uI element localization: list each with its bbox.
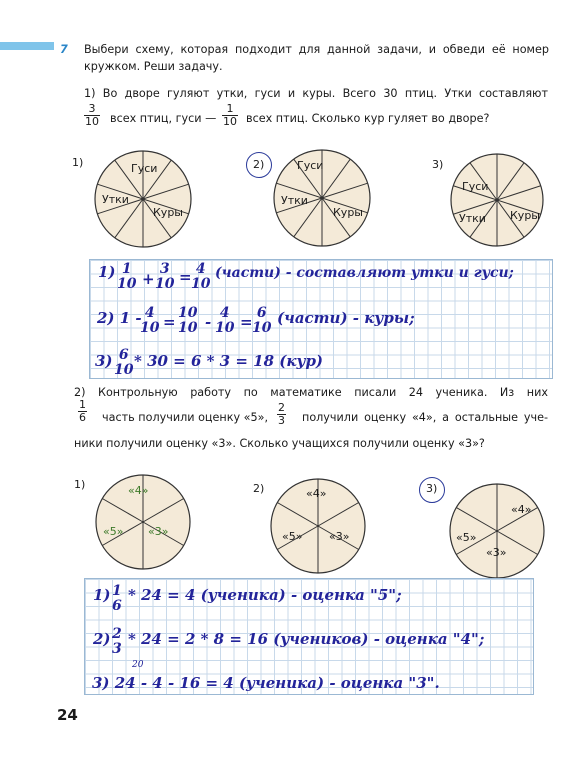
problem2-line3: ники получили оценку «3». Сколько учащихся получили оценку «3»? [74,437,485,450]
p2-pie1-label-4: «4» [128,484,149,497]
p2-sol-l1-pre: 1) [93,586,111,604]
p2-pie3-label-4: «4» [511,503,532,516]
p2-pie2-label-3: «3» [329,530,350,543]
problem1-text-b: всех птиц. Сколько кур гуляет во дворе? [246,112,490,125]
p1-sol-l1-frac3: 4 10 [191,261,211,292]
p1-sol-l2-eq: = [163,313,176,331]
problem1-scheme1-label: 1) [72,156,84,169]
p1-sol-l2-frac4: 6 10 [252,305,272,336]
problem2-scheme1-label: 1) [74,478,86,491]
page-number: 24 [57,706,78,724]
p1-pie1-label-kury: Куры [153,206,183,219]
task-instruction-line1: Выбери схему, которая подходит для данной задачи, и обведи её номер [84,43,549,56]
problem2-line1: 2) Контрольную работу по математике писали 24 ученика. Из них [74,386,548,399]
p2-sol-l1-tail: * 24 = 4 (ученика) - оценка "5"; [128,586,402,604]
p1-sol-l1-plus: + [142,270,155,288]
problem1-text-a: всех птиц, гуси — [110,112,217,125]
p1-pie2-label-utki: Утки [281,194,308,207]
task-instruction-line2: кружком. Реши задачу. [84,60,223,73]
problem2-text-a: часть получили оценку «5», [102,411,269,424]
p2-sol-l3-text: 3) 24 - 4 - 16 = 4 (ученика) - оценка "3". [92,674,440,692]
p1-sol-l3-frac: 6 10 [114,347,134,378]
problem2-scheme3-label: 3) [426,482,438,495]
p1-sol-l1-frac1: 1 10 [117,261,137,292]
p1-pie3-label-kury: Куры [510,209,540,222]
p1-sol-l2-tail: (части) - куры; [277,309,415,327]
p1-sol-l3-pre: 3) [95,352,113,370]
p2-sol-l1-frac: 1 6 [112,583,122,614]
p2-sol-l2-tail: * 24 = 2 * 8 = 16 (учеников) - оценка "4"; [128,630,485,648]
p1-sol-l2-pre: 2) 1 - [97,309,142,327]
problem1-scheme3-label: 3) [432,158,444,171]
p1-sol-l2-eq2: = [240,313,253,331]
p1-sol-l2-frac2: 10 10 [178,305,198,336]
p1-sol-l2-frac3: 4 10 [215,305,235,336]
p1-pie1-label-utki: Утки [102,193,129,206]
p2-pie2-label-4: «4» [306,487,327,500]
problem2-fraction-b: $\frac{2}{3}$ [278,401,285,427]
p2-pie2-label-5: «5» [282,530,303,543]
p1-pie1-label-gusi: Гуси [131,162,158,175]
problem1-scheme2-label: 2) [253,158,265,171]
p2-sol-l3-small: 20 [132,660,144,670]
p1-sol-l1-eq: = [179,268,192,286]
p2-pie1-label-5: «5» [103,525,124,538]
problem1-fraction-b: $\frac{1}{10}$ [223,102,237,128]
p2-pie3-label-3: «3» [486,546,507,559]
p2-pie3-label-5: «5» [456,531,477,544]
p1-sol-l1-pre: 1) [98,263,116,281]
problem1-line1: 1) Во дворе гуляют утки, гуси и куры. Всего 30 птиц. Утки составляют [84,87,548,100]
task-number: 7 [60,43,68,56]
p1-pie2-label-kury: Куры [333,206,363,219]
header-bar [0,42,54,50]
p1-sol-l3-tail: * 30 = 6 * 3 = 18 (кур) [134,352,324,370]
problem2-text-b: получили оценку «4», а остальные уче- [302,411,548,424]
p1-sol-l1-tail: (части) - составляют утки и гуси; [215,265,514,281]
problem2-scheme2-label: 2) [253,482,265,495]
p1-pie2-label-gusi: Гуси [297,159,324,172]
p2-sol-l2-pre: 2) [93,630,111,648]
p1-sol-l2-frac1: 4 10 [140,305,160,336]
p2-pie1-label-3: «3» [148,525,169,538]
p1-sol-l1-frac2: 3 10 [155,261,175,292]
problem2-fraction-a: $\frac{1}{6}$ [79,398,86,424]
problem1-fraction-a: $\frac{3}{10}$ [85,102,99,128]
p1-sol-l2-minus: - [205,313,212,331]
p2-sol-l2-frac: 2 3 [112,626,122,657]
p1-pie3-label-gusi: Гуси [462,180,489,193]
p1-pie3-label-utki: Утки [459,212,486,225]
